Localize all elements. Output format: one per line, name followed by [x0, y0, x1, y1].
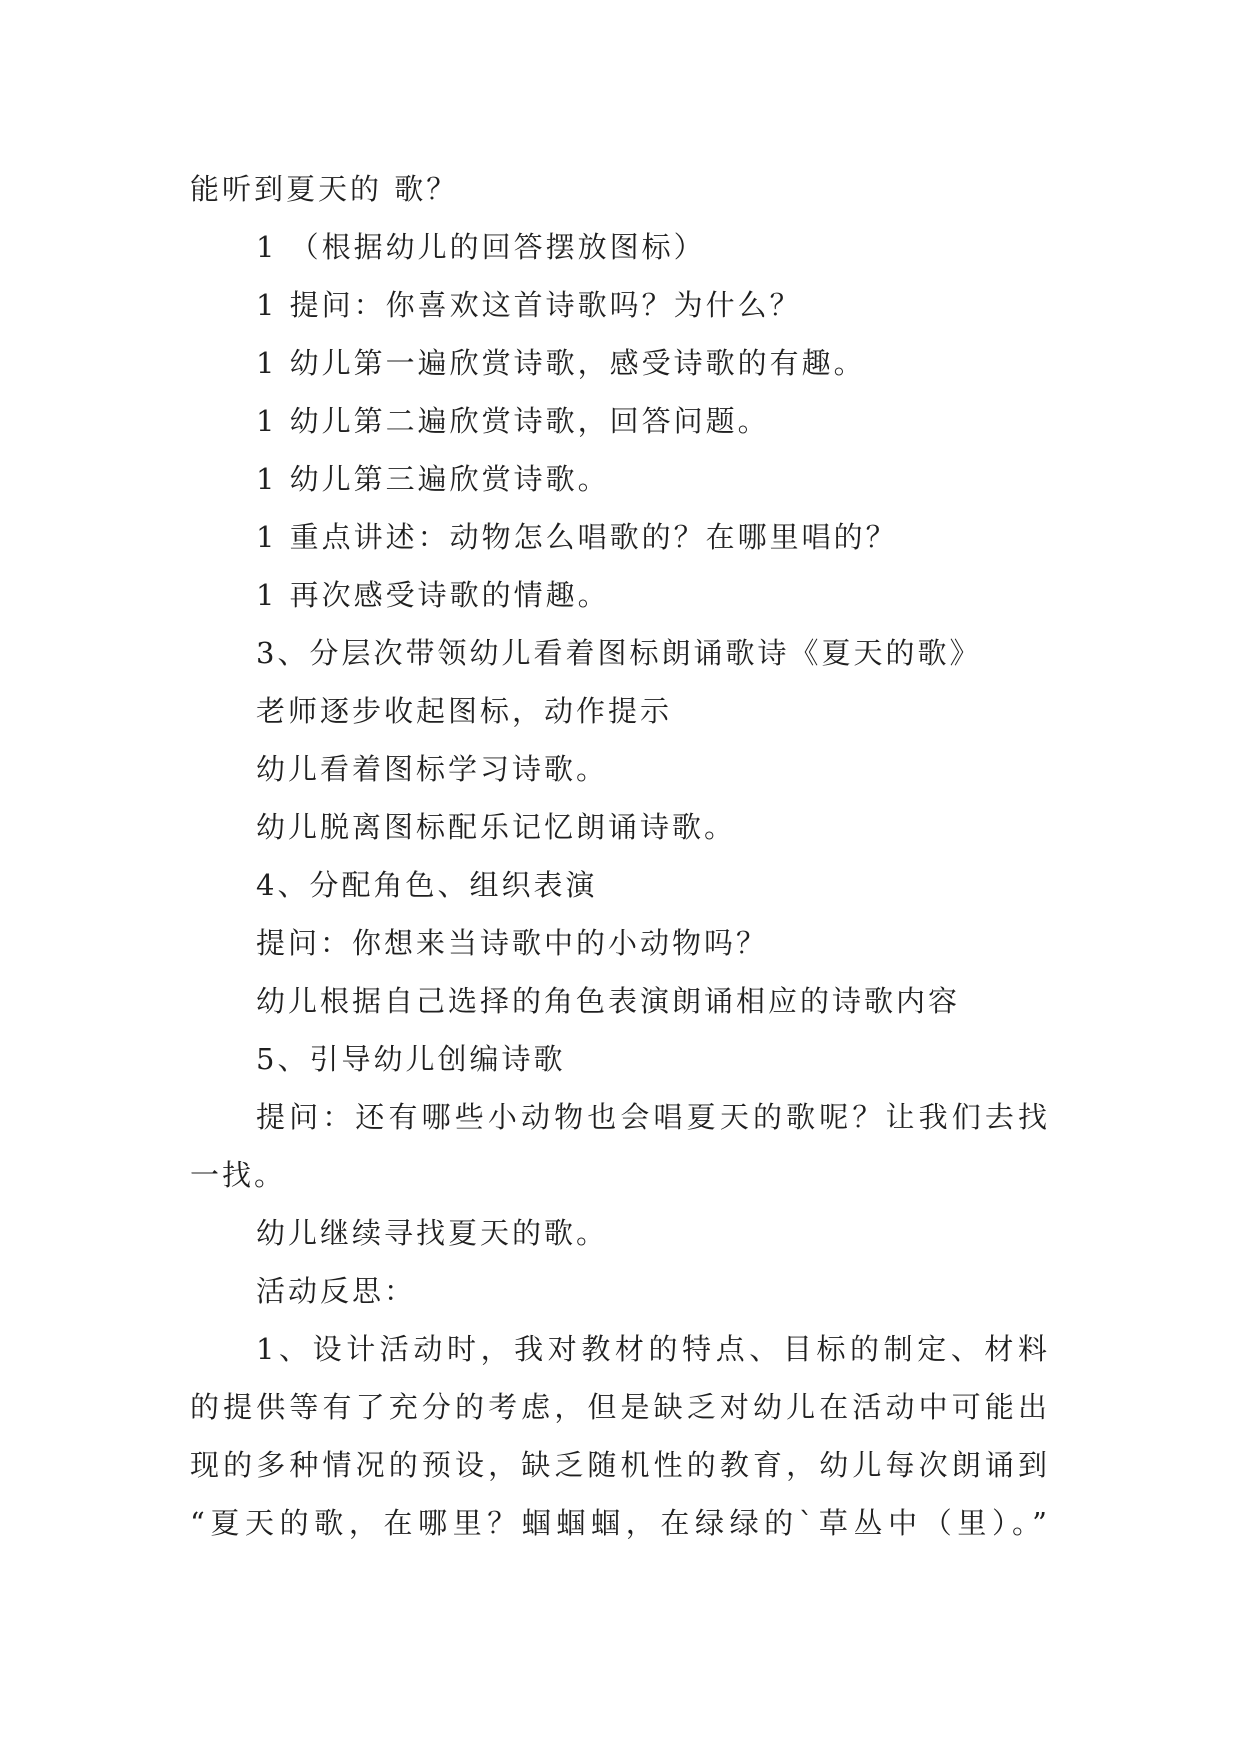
text-line: 提问：你想来当诗歌中的小动物吗？ [256, 926, 769, 960]
text-line: 5、引导幼儿创编诗歌 [256, 1042, 566, 1076]
text-line: 幼儿继续寻找夏天的歌。 [256, 1216, 609, 1250]
text-line: “夏天的歌，在哪里？蝈蝈蝈，在绿绿的`草丛中（里）。” [190, 1506, 1050, 1540]
text-line: 1、设计活动时，我对教材的特点、目标的制定、材料 [256, 1332, 1050, 1366]
text-line: 现的多种情况的预设，缺乏随机性的教育，幼儿每次朗诵到 [190, 1448, 1050, 1482]
text-line: 幼儿根据自己选择的角色表演朗诵相应的诗歌内容 [256, 984, 961, 1018]
text-line: 能听到夏天的 歌？ [190, 172, 459, 206]
text-line: 老师逐步收起图标，动作提示 [256, 694, 673, 728]
text-line: 3、分层次带领幼儿看着图标朗诵歌诗《夏天的歌》 [256, 636, 982, 670]
text-line: 的提供等有了充分的考虑，但是缺乏对幼儿在活动中可能出 [190, 1390, 1050, 1424]
text-line: 1 提问：你喜欢这首诗歌吗？为什么？ [256, 288, 802, 322]
text-line: 4、分配角色、组织表演 [256, 868, 598, 902]
text-line: 1 （根据幼儿的回答摆放图标） [256, 230, 706, 264]
text-line: 1 再次感受诗歌的情趣。 [256, 578, 610, 612]
text-line: 1 重点讲述：动物怎么唱歌的？在哪里唱的？ [256, 520, 898, 554]
text-line: 幼儿看着图标学习诗歌。 [256, 752, 609, 786]
text-line: 1 幼儿第二遍欣赏诗歌，回答问题。 [256, 404, 770, 438]
text-line: 活动反思： [256, 1274, 417, 1308]
text-line: 提问：还有哪些小动物也会唱夏天的歌呢？让我们去找 [256, 1100, 1050, 1134]
text-line: 幼儿脱离图标配乐记忆朗诵诗歌。 [256, 810, 737, 844]
document-body [190, 160, 1050, 1552]
text-line: 1 幼儿第三遍欣赏诗歌。 [256, 462, 610, 496]
text-line: 一找。 [190, 1158, 287, 1192]
text-line: 1 幼儿第一遍欣赏诗歌，感受诗歌的有趣。 [256, 346, 866, 380]
